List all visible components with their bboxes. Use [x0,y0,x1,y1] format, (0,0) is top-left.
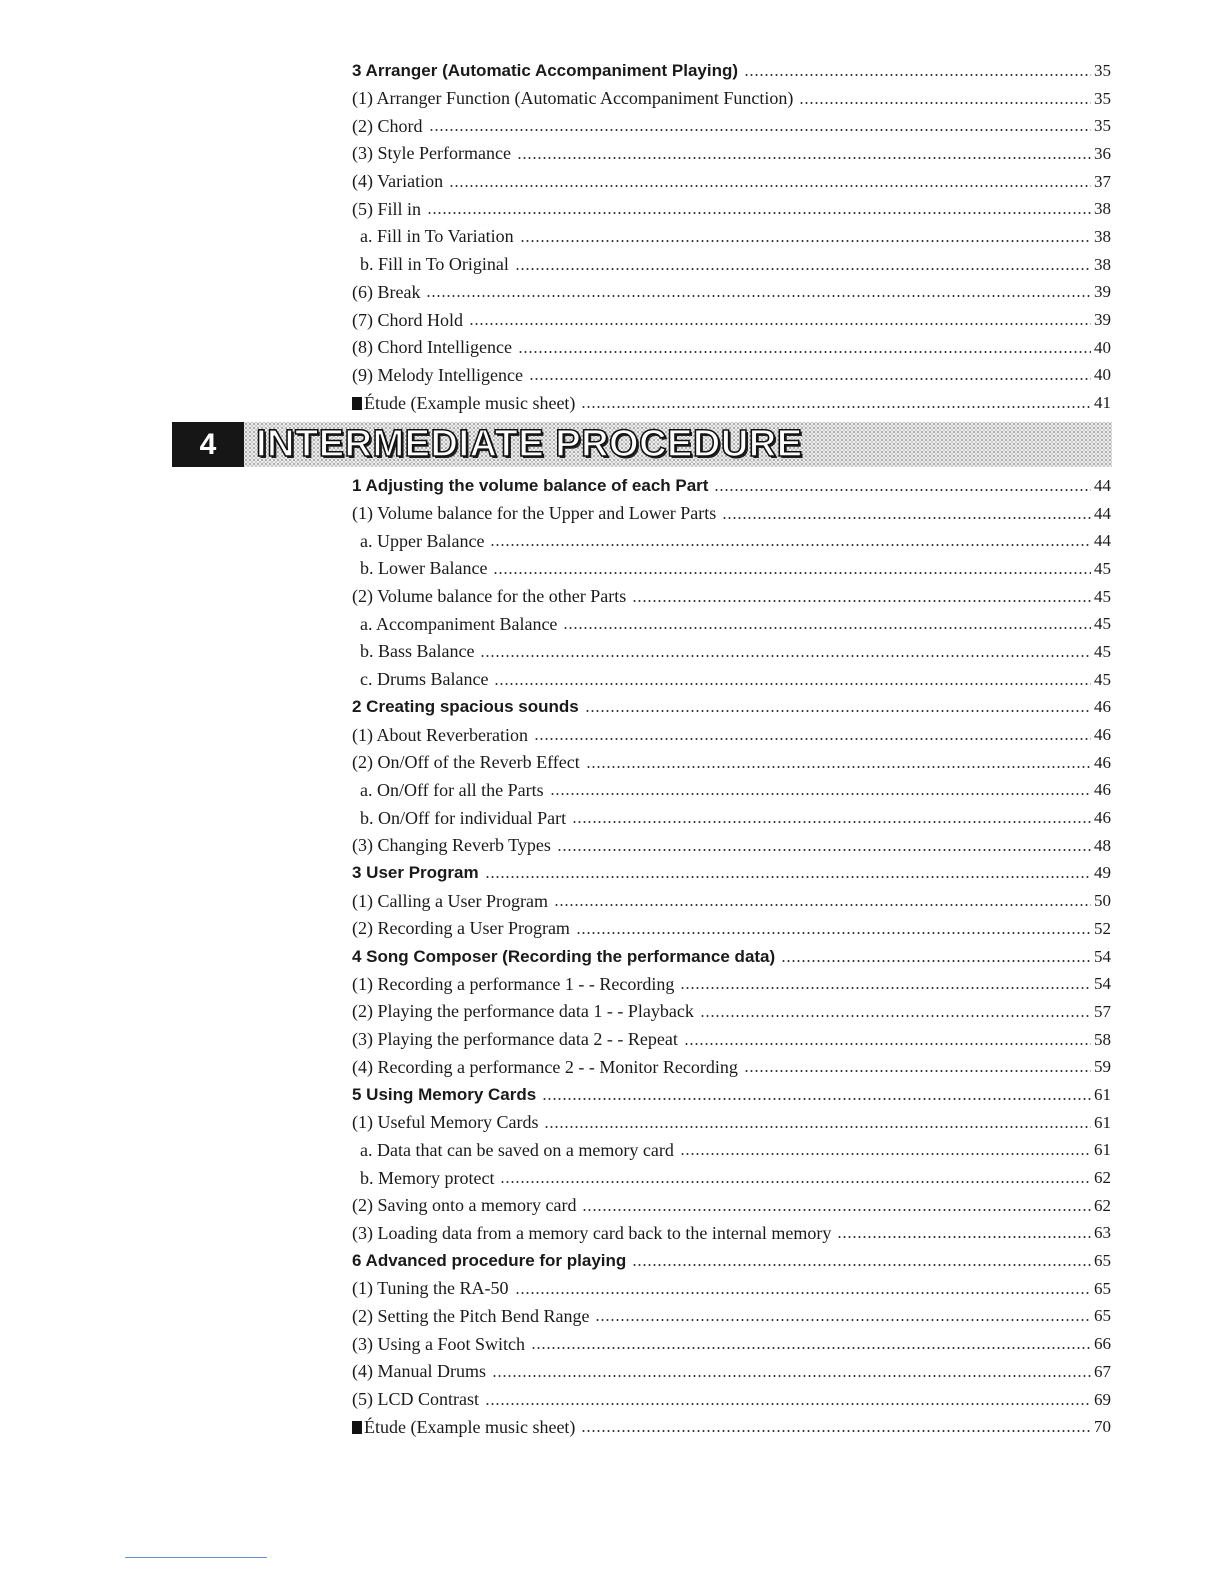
dot-leader [534,738,1091,740]
toc-entry [352,1192,1111,1220]
toc-entry [352,500,1111,528]
dot-leader [529,378,1091,380]
toc-page-number: 44 [1094,503,1111,523]
dot-leader [572,821,1091,823]
dot-leader [557,849,1091,851]
toc-entry [352,583,1111,611]
toc-page-number: 40 [1094,365,1111,385]
toc-entry [352,1164,1111,1192]
footer-rule [125,1557,267,1558]
toc-entry-title: b. Lower Balance [360,558,488,579]
toc-page-number: 45 [1094,641,1111,661]
toc-page-number: 45 [1094,558,1111,578]
toc-entry-title: b. On/Off for individual Part [360,807,567,828]
toc-page-number: 69 [1094,1389,1111,1409]
toc-entry-title: Étude (Example music sheet) [352,393,581,414]
toc-entry-title: 6 Advanced procedure for playing [352,1251,627,1271]
toc-entry [352,85,1111,113]
toc-entry-title: (1) Arranger Function (Automatic Accompaniment Function) [352,88,794,109]
toc-section-heading [352,57,1111,85]
toc-page-number: 39 [1094,282,1111,302]
dot-leader [581,1430,1091,1432]
toc-entry-title: (1) Calling a User Program [352,890,548,911]
toc-entry-title: b. Bass Balance [360,641,475,662]
toc-page-number: 63 [1094,1223,1111,1243]
toc-entry [352,195,1111,223]
toc-entry-title: (4) Manual Drums [352,1361,486,1382]
toc-entry-title: (3) Loading data from a memory card back to the internal memory [352,1222,832,1243]
toc-entry [352,1053,1111,1081]
dot-leader [469,323,1091,325]
toc-entry [352,251,1111,279]
dot-leader [500,1181,1091,1183]
toc-entry-title: (2) Playing the performance data 1 - - Playback [352,1001,694,1022]
toc-page-number: 61 [1094,1084,1111,1104]
toc-entry-title: 1 Adjusting the volume balance of each Part [352,475,709,495]
dot-leader [550,793,1091,795]
toc-page-number: 35 [1094,88,1111,108]
toc-entry [352,279,1111,307]
toc-page-number: 40 [1094,337,1111,357]
toc-entry [352,306,1111,334]
dot-leader [518,351,1091,353]
toc-entry-title: (1) Tuning the RA-50 [352,1278,509,1299]
dot-leader [449,185,1091,187]
toc-entry [352,1109,1111,1137]
dot-leader [680,1153,1091,1155]
toc-page-number: 45 [1094,614,1111,634]
toc-page-number: 48 [1094,835,1111,855]
toc-section-heading [352,472,1111,500]
toc-page-number: 66 [1094,1334,1111,1354]
dot-leader [722,517,1091,519]
toc-page-number: 46 [1094,725,1111,745]
toc-entry [352,970,1111,998]
toc-entry-title: (2) On/Off of the Reverb Effect [352,752,580,773]
toc-page-number: 61 [1094,1140,1111,1160]
dot-leader [744,1070,1091,1072]
toc-entry-title: 2 Creating spacious sounds [352,697,579,717]
dot-leader [542,1098,1091,1100]
toc-section-heading [352,694,1111,722]
toc-page-number: 35 [1094,116,1111,136]
dot-leader [544,1126,1091,1128]
toc-entry-title: (3) Changing Reverb Types [352,835,551,856]
toc-section-heading [352,860,1111,888]
toc-etude-entry [352,1413,1111,1441]
dot-leader [531,1347,1091,1349]
dot-leader [485,1403,1091,1405]
dot-leader [781,960,1091,962]
toc-entry-title: a. Upper Balance [360,530,485,551]
toc-entry [352,749,1111,777]
toc-entry [352,223,1111,251]
toc-entry-title: (3) Using a Foot Switch [352,1333,525,1354]
toc-entry [352,887,1111,915]
dot-leader [490,544,1091,546]
toc-page-number: 45 [1094,669,1111,689]
toc-entry-title: (1) Recording a performance 1 - - Recording [352,973,675,994]
dot-leader [563,627,1091,629]
toc-page-number: 52 [1094,918,1111,938]
toc-page-number: 38 [1094,199,1111,219]
toc-page-number: 65 [1094,1306,1111,1326]
toc-page-number: 45 [1094,586,1111,606]
toc-entry-title: b. Memory protect [360,1167,495,1188]
toc-page-number: 39 [1094,310,1111,330]
toc-page-number: 35 [1094,60,1111,80]
toc-entry [352,638,1111,666]
dot-leader [493,572,1091,574]
dot-leader [517,157,1091,159]
dot-leader [582,1209,1091,1211]
toc-entry [352,832,1111,860]
toc-entry-title: (6) Break [352,281,421,302]
dot-leader [494,683,1091,685]
toc-entry [352,915,1111,943]
toc-entry [352,721,1111,749]
dot-leader [492,1375,1091,1377]
toc-entry-title: (4) Recording a performance 2 - - Monitor Recording [352,1056,738,1077]
toc-page-number: 62 [1094,1195,1111,1215]
toc-entry-title: c. Drums Balance [360,669,489,690]
toc-page-number: 37 [1094,171,1111,191]
toc-entry [352,777,1111,805]
toc-entry-title: 3 User Program [352,863,479,883]
toc-entry [352,1220,1111,1248]
toc-etude-entry [352,389,1111,417]
toc-entry [352,1137,1111,1165]
toc-page-number: 41 [1094,393,1111,413]
toc-section-heading [352,1081,1111,1109]
chapter-banner [172,421,1112,468]
toc-page-number: 57 [1094,1001,1111,1021]
toc-entry-title: a. Accompaniment Balance [360,613,558,634]
toc-page-number: 44 [1094,531,1111,551]
toc-page-number: 46 [1094,780,1111,800]
toc-section-heading [352,1247,1111,1275]
toc-page-number: 38 [1094,226,1111,246]
toc-entry-title: 3 Arranger (Automatic Accompaniment Playing) [352,60,739,80]
toc-entry [352,362,1111,390]
dot-leader [515,268,1091,270]
dot-leader [714,489,1091,491]
toc-page-number: 70 [1094,1417,1111,1437]
toc-entry-title: a. Fill in To Variation [360,226,514,247]
toc-entry-title: 4 Song Composer (Recording the performance data) [352,946,776,966]
toc-entry-title: (3) Playing the performance data 2 - - Repeat [352,1029,678,1050]
toc-entry-title: (2) Chord [352,115,423,136]
toc-page-number: 54 [1094,946,1111,966]
toc-entry [352,112,1111,140]
toc-page-number: 46 [1094,752,1111,772]
toc-page-number: 62 [1094,1168,1111,1188]
toc-entry-title: (1) About Reverberation [352,724,528,745]
toc-page-number: 49 [1094,863,1111,883]
toc-entry-title: a. On/Off for all the Parts [360,779,544,800]
toc-page-number: 61 [1094,1112,1111,1132]
toc-page-number: 65 [1094,1278,1111,1298]
toc-entry-title: 5 Using Memory Cards [352,1084,537,1104]
toc-entry [352,1358,1111,1386]
toc-page-number: 50 [1094,891,1111,911]
chapter-number: 4 [199,427,217,461]
dot-leader [515,1292,1091,1294]
toc-entry [352,140,1111,168]
dot-leader [632,1264,1091,1266]
toc-entry-title: (9) Melody Intelligence [352,364,523,385]
toc-page-number: 67 [1094,1361,1111,1381]
toc-page-number: 58 [1094,1029,1111,1049]
dot-leader [586,766,1091,768]
toc-entry-title: (8) Chord Intelligence [352,337,512,358]
toc-entry-title: (5) LCD Contrast [352,1389,479,1410]
chapter-title: INTERMEDIATE PROCEDURE [256,423,803,465]
toc-page-number: 46 [1094,697,1111,717]
toc-page-number: 59 [1094,1057,1111,1077]
dot-leader [485,876,1091,878]
toc-entry-title: (2) Recording a User Program [352,918,570,939]
toc-entry [352,1330,1111,1358]
toc-entry [352,1026,1111,1054]
toc-entry [352,527,1111,555]
toc-page-number: 65 [1094,1251,1111,1271]
dot-leader [700,1015,1091,1017]
toc-entry [352,804,1111,832]
toc-entry-title: Étude (Example music sheet) [352,1417,581,1438]
dot-leader [429,129,1092,131]
toc-entry-title: (4) Variation [352,171,444,192]
dot-leader [427,212,1091,214]
dot-leader [632,600,1091,602]
toc-entry-title: (1) Useful Memory Cards [352,1112,539,1133]
toc-page-number: 46 [1094,808,1111,828]
toc-entry [352,666,1111,694]
toc-page-number: 36 [1094,143,1111,163]
toc-section-heading [352,943,1111,971]
toc-entry [352,334,1111,362]
toc-entry-title: a. Data that can be saved on a memory card [360,1139,674,1160]
toc-entry-title: (2) Saving onto a memory card [352,1195,577,1216]
dot-leader [684,1043,1091,1045]
dot-leader [554,904,1091,906]
toc-entry-title: (2) Setting the Pitch Bend Range [352,1305,590,1326]
toc-entry [352,555,1111,583]
toc-entry [352,610,1111,638]
dot-leader [480,655,1091,657]
toc-entry [352,1303,1111,1331]
toc-list-top [352,57,1111,417]
toc-list-bottom [352,472,1111,1441]
toc-entry-title: (2) Volume balance for the other Parts [352,586,627,607]
dot-leader [585,710,1091,712]
toc-entry [352,998,1111,1026]
toc-entry-title: b. Fill in To Original [360,254,509,275]
toc-page-number: 54 [1094,974,1111,994]
toc-entry [352,1275,1111,1303]
dot-leader [799,102,1091,104]
toc-entry [352,1386,1111,1414]
dot-leader [426,295,1091,297]
toc-entry-title: (3) Style Performance [352,143,511,164]
toc-entry [352,168,1111,196]
dot-leader [595,1319,1091,1321]
dot-leader [576,932,1091,934]
dot-leader [520,240,1091,242]
toc-entry-title: (1) Volume balance for the Upper and Lower Parts [352,503,717,524]
toc-page-number: 38 [1094,254,1111,274]
chapter-number-box [172,422,244,467]
toc-page-number: 44 [1094,475,1111,495]
dot-leader [581,406,1091,408]
toc-entry-title: (5) Fill in [352,198,422,219]
dot-leader [837,1236,1091,1238]
dot-leader [744,74,1091,76]
toc-entry-title: (7) Chord Hold [352,309,463,330]
dot-leader [680,987,1091,989]
